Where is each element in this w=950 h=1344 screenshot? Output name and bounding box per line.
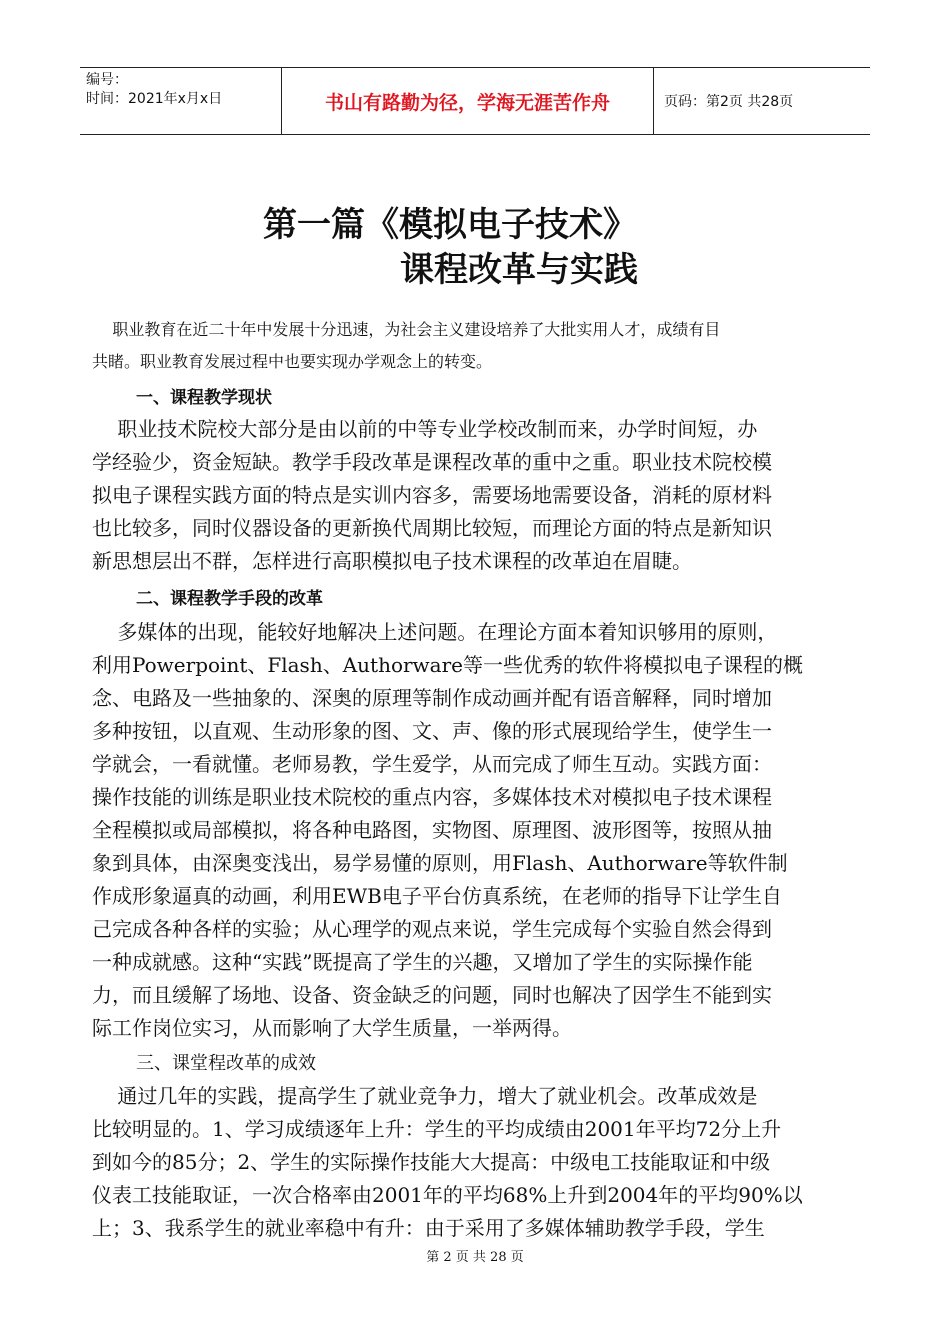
section2-line: 力，而且缓解了场地、设备、资金缺乏的问题，同时也解决了因学生不能到实 [92,983,772,1007]
section1-line: 也比较多，同时仪器设备的更新换代周期比较短，而理论方面的特点是新知识 [92,516,772,540]
section1-line: 职业技术院校大部分是由以前的中等专业学校改制而来，办学时间短，办 [92,417,758,441]
section1-line: 拟电子课程实践方面的特点是实训内容多，需要场地需要设备，消耗的原材料 [92,483,772,507]
section2-line: 操作技能的训练是职业技术院校的重点内容，多媒体技术对模拟电子技术课程 [92,785,772,809]
number-label: 编号： [86,72,128,88]
section2-paragraph [92,616,862,1045]
document-header [80,67,870,135]
section2-line: 全程模拟或局部模拟，将各种电路图，实物图、原理图、波形图等，按照从抽 [92,818,772,842]
section2-line: 学就会，一看就懂。老师易教，学生爱学，从而完成了师生互动。实践方面： [92,752,772,776]
section3-line: 上；3、我系学生的就业率稳中有升：由于采用了多媒体辅助教学手段，学生 [92,1216,765,1240]
section2-heading: 二、课程教学手段的改革 [136,589,323,609]
section1-line: 新思想层出不群，怎样进行高职模拟电子技术课程的改革迫在眉睫。 [92,549,692,573]
date-label: 时间：2021年x月x日 [86,91,223,107]
page-title-line1: 第一篇《模拟电子技术》 [263,205,637,245]
section2-line: 多媒体的出现，能较好地解决上述问题。在理论方面本着知识够用的原则， [92,620,778,644]
section3-line: 到如今的85分；2、学生的实际操作技能大大提高：中级电工技能取证和中级 [92,1150,771,1174]
section1-paragraph [92,413,862,578]
header-meta [80,68,282,134]
intro-line: 职业教育在近二十年中发展十分迅速，为社会主义建设培养了大批实用人才，成绩有目 [92,320,721,339]
section2-line: 作成形象逼真的动画，利用EWB电子平台仿真系统，在老师的指导下让学生自 [92,884,782,908]
page-title-line2: 课程改革与实践 [400,250,638,290]
section1-heading: 一、课程教学现状 [136,388,272,408]
page-footer: 第 2 页 共 28 页 [426,1250,524,1265]
intro-line: 共睹。职业教育发展过程中也要实现办学观念上的转变。 [92,352,493,371]
section2-line: 念、电路及一些抽象的、深奥的原理等制作成动画并配有语音解释，同时增加 [92,686,772,710]
section3-paragraph [92,1080,862,1245]
header-motto: 书山有路勤为径，学海无涯苦作舟 [282,68,654,134]
section2-line: 利用Powerpoint、Flash、Authorware等一些优秀的软件将模拟电子课程的概 [92,653,803,677]
section1-line: 学经验少，资金短缺。教学手段改革是课程改革的重中之重。职业技术院校模 [92,450,772,474]
section3-heading: 三、课堂程改革的成效 [136,1053,316,1074]
intro-paragraph [92,314,862,378]
section3-line: 仪表工技能取证，一次合格率由2001年的平均68%上升到2004年的平均90%以 [92,1183,803,1207]
section2-line: 一种成就感。这种“实践”既提高了学生的兴趣，又增加了学生的实际操作能 [92,950,753,974]
header-page-label: 页码：第2页 共28页 [664,94,794,110]
section2-line: 己完成各种各样的实验；从心理学的观点来说，学生完成每个实验自然会得到 [92,917,772,941]
section3-line: 比较明显的。1、学习成绩逐年上升：学生的平均成绩由2001年平均72分上升 [92,1117,782,1141]
section2-line: 多种按钮，以直观、生动形象的图、文、声、像的形式展现给学生，使学生一 [92,719,772,743]
section3-line: 通过几年的实践，提高学生了就业竞争力，增大了就业机会。改革成效是 [92,1084,758,1108]
section2-line: 象到具体，由深奥变浅出，易学易懂的原则，用Flash、Authorware等软件制 [92,851,788,875]
section2-line: 际工作岗位实习，从而影响了大学生质量，一举两得。 [92,1016,572,1040]
